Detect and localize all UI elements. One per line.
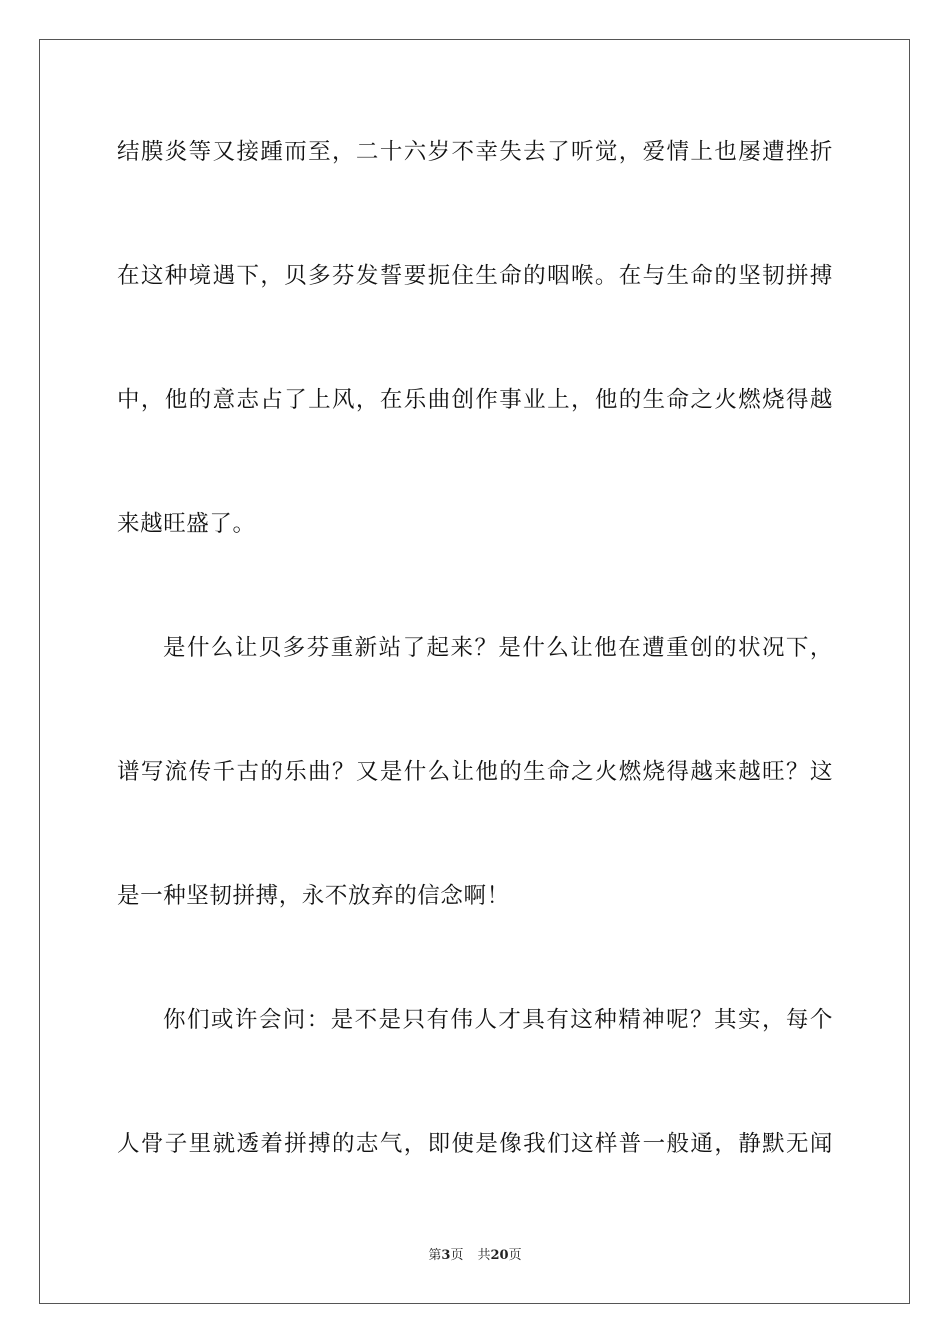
body-line-5: 是什么让贝多芬重新站了起来？是什么让他在遭重创的状况下， bbox=[163, 635, 833, 661]
body-line-9: 人骨子里就透着拼搏的志气，即使是像我们这样普一般通，静默无闻 bbox=[117, 1131, 833, 1157]
body-line-8: 你们或许会问：是不是只有伟人才具有这种精神呢？其实，每个 bbox=[163, 1007, 833, 1033]
footer-total-prefix: 共 bbox=[477, 1248, 491, 1263]
page-footer bbox=[0, 1247, 950, 1265]
body-line-4: 来越旺盛了。 bbox=[117, 511, 256, 537]
page-frame bbox=[39, 39, 910, 1304]
footer-page-suffix: 页 bbox=[450, 1248, 464, 1263]
body-line-3: 中，他的意志占了上风，在乐曲创作事业上，他的生命之火燃烧得越 bbox=[117, 387, 833, 413]
footer-page-number: 3 bbox=[441, 1248, 451, 1263]
footer-page-prefix: 第 bbox=[428, 1248, 442, 1263]
body-line-1: 结膜炎等又接踵而至，二十六岁不幸失去了听觉，爱情上也屡遭挫折 bbox=[117, 139, 833, 165]
footer-total-pages: 20 bbox=[490, 1248, 509, 1263]
footer-total-suffix: 页 bbox=[508, 1248, 522, 1263]
body-line-7: 是一种坚韧拼搏，永不放弃的信念啊！ bbox=[117, 883, 510, 909]
body-line-2: 在这种境遇下，贝多芬发誓要扼住生命的咽喉。在与生命的坚韧拼搏 bbox=[117, 263, 833, 289]
body-line-6: 谱写流传千古的乐曲？又是什么让他的生命之火燃烧得越来越旺？这 bbox=[117, 759, 833, 785]
